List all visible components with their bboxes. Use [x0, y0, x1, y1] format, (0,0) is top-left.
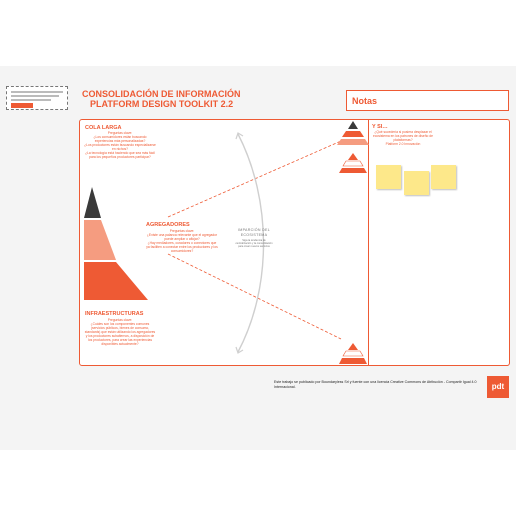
cola-larga-heading: COLA LARGA [85, 125, 122, 131]
pyramid-icon [339, 343, 367, 364]
agregadores-text: Preguntas clave: ¿Existe una palanca relevante que el agregador puede ampliar o aflojar? ¿Hay mediadores, curadores o conectores que ya faciliten a conectar entre los productores y los consumidores? [146, 229, 218, 253]
pyramid-top-segment [84, 187, 101, 218]
cola-larga-text: Preguntas clave: ¿Los consumidores están buscando experiencias más personalizadas? ¿Los productores están buscando especializarse en nichos? ¿La tecnología está haciendo que sea más fácil para los pequeños productores participar? [84, 131, 156, 159]
dashed-line-lower [168, 254, 341, 339]
infraestructuras-heading: INFRAESTRUCTURAS [85, 311, 144, 317]
si-text: ¿Qué sucedería si pusiera desplazar el ecosistema en los patrones de diseño de plataformas? Platform 2.0 Innovación [373, 130, 433, 146]
si-heading: Y SI… [372, 124, 388, 130]
sticky-note[interactable] [376, 165, 401, 189]
title-line-1: CONSOLIDACIÓN DE INFORMACIÓN [82, 89, 241, 99]
pyramid-icon [339, 153, 367, 173]
agregadores-heading: AGREGADORES [146, 222, 190, 228]
title-line-2: PLATFORM DESIGN TOOLKIT 2.2 [90, 99, 234, 109]
notes-label: Notas [352, 96, 378, 106]
infraestructuras-text: Preguntas clave: ¿Cuáles son los componentes comunes (servicios públicos, bienes de consumo, standards) que están utilizando los agregadores y los productores subalternos, a disposición de los productores, para crear las experiencias disponibles actualmente? [84, 318, 156, 346]
pyramid-mid-segment [84, 220, 116, 260]
pyramid-icon [337, 121, 369, 145]
ecosystem-label [234, 228, 274, 249]
sticky-note[interactable] [404, 171, 429, 195]
pyramid-bottom-segment [84, 262, 148, 300]
dashed-line-upper [168, 141, 341, 217]
license-text: Este trabajo se publicado por Boundaryless Srl y fuente con una licencia Creative Commons de Atribución - Compartir Igual 4.0 Internacional. [274, 380, 477, 389]
ecosystem-subtitle: Siga la tendencia de centralización y la consolidación para crear nuevos servicios [235, 239, 273, 249]
sticky-note[interactable] [431, 165, 456, 189]
ecosystem-title: IMPARCIÓN DEL ECOSISTEMA [238, 228, 270, 237]
pdt-logo: pdt [487, 376, 509, 398]
